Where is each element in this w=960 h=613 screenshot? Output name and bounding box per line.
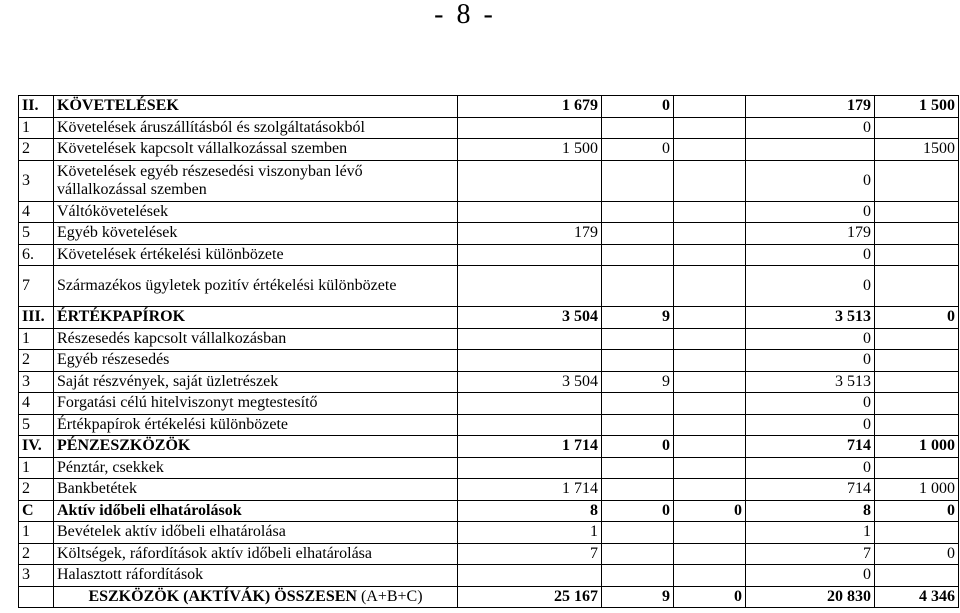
row-value-cell <box>875 266 959 307</box>
row-value-cell: 0 <box>746 565 875 587</box>
row-value-cell <box>674 565 746 587</box>
row-name-cell: KÖVETELÉSEK <box>54 96 458 118</box>
row-code-cell: 2 <box>19 139 54 161</box>
row-value-cell: 1 714 <box>458 479 602 501</box>
row-value-cell <box>458 565 602 587</box>
row-value-cell <box>875 244 959 266</box>
row-value-cell <box>875 223 959 245</box>
row-value-cell: 3 504 <box>458 371 602 393</box>
row-code-cell: 5 <box>19 414 54 436</box>
row-name-cell: Költségek, ráfordítások aktív időbeli elhatárolása <box>54 543 458 565</box>
row-code-cell: 7 <box>19 266 54 307</box>
row-value-cell <box>674 117 746 139</box>
row-value-cell <box>674 139 746 161</box>
row-value-cell <box>458 266 602 307</box>
row-value-cell <box>602 328 674 350</box>
row-value-cell: 1 <box>746 522 875 544</box>
row-name-cell: Követelések kapcsolt vállalkozással szemben <box>54 139 458 161</box>
row-name-cell: PÉNZESZKÖZÖK <box>54 436 458 458</box>
row-value-cell <box>602 244 674 266</box>
row-code-cell: 1 <box>19 457 54 479</box>
row-code-cell: 2 <box>19 543 54 565</box>
table-row <box>19 307 959 329</box>
table-row <box>19 565 959 587</box>
table-row <box>19 393 959 415</box>
table-row <box>19 457 959 479</box>
row-value-cell <box>458 117 602 139</box>
row-name-cell: Értékpapírok értékelési különbözete <box>54 414 458 436</box>
row-value-cell <box>458 414 602 436</box>
row-value-cell: 1 500 <box>458 139 602 161</box>
total-row <box>19 586 959 608</box>
row-code-cell: 3 <box>19 371 54 393</box>
row-value-cell <box>458 328 602 350</box>
row-code-cell: 1 <box>19 117 54 139</box>
row-value-cell <box>458 201 602 223</box>
row-value-cell <box>602 543 674 565</box>
table-row <box>19 522 959 544</box>
row-value-cell <box>674 522 746 544</box>
row-value-cell <box>875 414 959 436</box>
table-row <box>19 371 959 393</box>
table-row <box>19 223 959 245</box>
table-row <box>19 479 959 501</box>
row-name-cell: Követelések áruszállításból és szolgáltatásokból <box>54 117 458 139</box>
row-value-cell: 7 <box>458 543 602 565</box>
row-name-cell: Követelések egyéb részesedési viszonyban lévő vállalkozással szemben <box>54 160 458 201</box>
row-value-cell: 179 <box>458 223 602 245</box>
row-name-cell: Forgatási célú hitelviszonyt megtestesítő <box>54 393 458 415</box>
balance-sheet-table <box>18 95 959 608</box>
row-value-cell: 1 714 <box>458 436 602 458</box>
row-code-cell: 1 <box>19 328 54 350</box>
row-value-cell <box>458 457 602 479</box>
row-value-cell <box>674 201 746 223</box>
row-value-cell: 179 <box>746 223 875 245</box>
row-value-cell <box>875 350 959 372</box>
row-name-cell: ÉRTÉKPAPÍROK <box>54 307 458 329</box>
row-name-cell: Aktív időbeli elhatárolások <box>54 500 458 522</box>
row-value-cell: 9 <box>602 371 674 393</box>
row-code-cell: C <box>19 500 54 522</box>
table-row <box>19 543 959 565</box>
row-value-cell <box>674 393 746 415</box>
table-row <box>19 328 959 350</box>
row-value-cell <box>875 160 959 201</box>
row-value-cell: 0 <box>746 244 875 266</box>
row-value-cell <box>602 223 674 245</box>
row-value-cell <box>602 117 674 139</box>
row-value-cell <box>602 414 674 436</box>
row-name-cell: Bankbetétek <box>54 479 458 501</box>
row-code-cell: 6. <box>19 244 54 266</box>
table-row <box>19 117 959 139</box>
row-value-cell: 0 <box>875 307 959 329</box>
row-value-cell <box>458 350 602 372</box>
row-value-cell <box>674 457 746 479</box>
row-value-cell: 1500 <box>875 139 959 161</box>
row-value-cell: 0 <box>875 543 959 565</box>
row-value-cell <box>674 244 746 266</box>
row-value-cell: 179 <box>746 96 875 118</box>
row-code-cell: 5 <box>19 223 54 245</box>
row-name-cell: Váltókövetelések <box>54 201 458 223</box>
table-row <box>19 201 959 223</box>
row-code-cell: 2 <box>19 479 54 501</box>
row-name-cell: Halasztott ráfordítások <box>54 565 458 587</box>
row-value-cell <box>602 457 674 479</box>
row-code-cell: 1 <box>19 522 54 544</box>
row-value-cell <box>602 565 674 587</box>
row-name-cell: Egyéb részesedés <box>54 350 458 372</box>
row-value-cell: 1 000 <box>875 436 959 458</box>
row-value-cell: 0 <box>674 500 746 522</box>
table-row <box>19 96 959 118</box>
table-row <box>19 139 959 161</box>
row-name-cell: Egyéb követelések <box>54 223 458 245</box>
row-value-cell: 0 <box>746 201 875 223</box>
row-value-cell: 0 <box>602 436 674 458</box>
row-value-cell <box>875 371 959 393</box>
row-value-cell <box>674 350 746 372</box>
row-value-cell: 0 <box>746 266 875 307</box>
row-code-cell: IV. <box>19 436 54 458</box>
total-label: ESZKÖZÖK (AKTÍVÁK) ÖSSZESEN <box>88 587 357 605</box>
row-value-cell: 0 <box>746 328 875 350</box>
row-value-cell: 0 <box>875 500 959 522</box>
table-row <box>19 436 959 458</box>
total-value-cell: 0 <box>674 586 746 608</box>
row-value-cell: 0 <box>746 350 875 372</box>
row-value-cell: 1 <box>458 522 602 544</box>
row-value-cell <box>602 160 674 201</box>
row-value-cell <box>674 266 746 307</box>
row-value-cell <box>674 96 746 118</box>
row-value-cell <box>875 565 959 587</box>
row-value-cell <box>674 160 746 201</box>
row-name-cell: Származékos ügyletek pozitív értékelési különbözete <box>54 266 458 307</box>
row-code-cell: 2 <box>19 350 54 372</box>
page-number: - 8 - <box>434 0 496 30</box>
row-value-cell: 0 <box>746 414 875 436</box>
row-value-cell <box>458 160 602 201</box>
row-value-cell <box>602 266 674 307</box>
row-name-cell: Bevételek aktív időbeli elhatárolása <box>54 522 458 544</box>
row-value-cell <box>875 201 959 223</box>
row-value-cell <box>875 522 959 544</box>
row-value-cell <box>674 436 746 458</box>
row-value-cell: 1 500 <box>875 96 959 118</box>
row-code-cell: 4 <box>19 393 54 415</box>
row-value-cell <box>674 307 746 329</box>
table-row <box>19 160 959 201</box>
table-row <box>19 500 959 522</box>
row-name-cell: Pénztár, csekkek <box>54 457 458 479</box>
total-value-cell: 9 <box>602 586 674 608</box>
row-name-cell: Követelések értékelési különbözete <box>54 244 458 266</box>
row-value-cell: 9 <box>602 307 674 329</box>
row-value-cell: 0 <box>602 139 674 161</box>
total-label-cell <box>54 586 458 608</box>
total-label-suffix: (A+B+C) <box>360 587 423 605</box>
row-value-cell: 0 <box>602 500 674 522</box>
row-code-cell: II. <box>19 96 54 118</box>
row-value-cell: 7 <box>746 543 875 565</box>
row-value-cell <box>458 244 602 266</box>
row-value-cell: 8 <box>746 500 875 522</box>
row-value-cell: 0 <box>746 117 875 139</box>
row-value-cell: 0 <box>602 96 674 118</box>
row-value-cell <box>602 522 674 544</box>
row-value-cell <box>458 393 602 415</box>
row-value-cell: 1 000 <box>875 479 959 501</box>
row-value-cell: 0 <box>746 457 875 479</box>
row-code-cell: III. <box>19 307 54 329</box>
row-value-cell <box>602 350 674 372</box>
row-code-cell: 4 <box>19 201 54 223</box>
row-value-cell <box>875 457 959 479</box>
row-name-cell: Saját részvények, saját üzletrészek <box>54 371 458 393</box>
total-code-cell <box>19 586 54 608</box>
row-value-cell <box>746 139 875 161</box>
row-value-cell <box>674 543 746 565</box>
row-value-cell <box>674 414 746 436</box>
table-row <box>19 414 959 436</box>
row-value-cell: 3 513 <box>746 307 875 329</box>
row-value-cell <box>674 223 746 245</box>
row-code-cell: 3 <box>19 565 54 587</box>
row-value-cell: 1 679 <box>458 96 602 118</box>
row-name-cell: Részesedés kapcsolt vállalkozásban <box>54 328 458 350</box>
row-code-cell: 3 <box>19 160 54 201</box>
table-row <box>19 244 959 266</box>
row-value-cell <box>674 371 746 393</box>
row-value-cell <box>875 393 959 415</box>
row-value-cell <box>602 393 674 415</box>
table-row <box>19 266 959 307</box>
row-value-cell: 714 <box>746 436 875 458</box>
total-value-cell: 25 167 <box>458 586 602 608</box>
row-value-cell <box>674 328 746 350</box>
total-value-cell: 20 830 <box>746 586 875 608</box>
row-value-cell: 3 513 <box>746 371 875 393</box>
row-value-cell: 714 <box>746 479 875 501</box>
row-value-cell <box>602 201 674 223</box>
row-value-cell: 0 <box>746 393 875 415</box>
row-value-cell: 8 <box>458 500 602 522</box>
row-value-cell <box>602 479 674 501</box>
row-value-cell <box>875 117 959 139</box>
row-value-cell: 0 <box>746 160 875 201</box>
row-value-cell <box>875 328 959 350</box>
table-row <box>19 350 959 372</box>
row-value-cell: 3 504 <box>458 307 602 329</box>
total-value-cell: 4 346 <box>875 586 959 608</box>
row-value-cell <box>674 479 746 501</box>
